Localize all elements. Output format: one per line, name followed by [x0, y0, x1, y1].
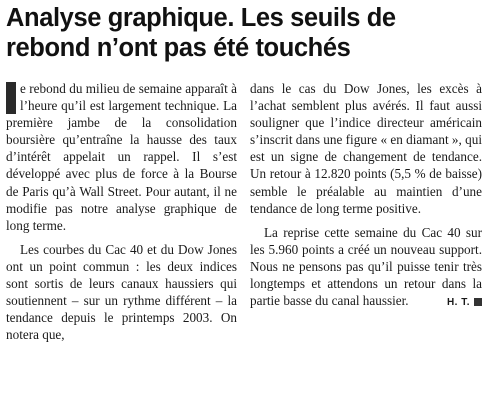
- paragraph-2-text-start: Les courbes du Cac 40 et du Dow Jones ont un point commun : les deux indices sont sortis de leurs canaux haussiers qui soutiennent – sur un rythme différent – la tendance depuis le printemps 2003. On notera que,: [6, 241, 237, 343]
- author-initials: H. T.: [446, 297, 470, 309]
- paragraph-3-text: La reprise cette semaine du Cac 40 sur les 5.960 points a créé un nouveau support. Nous ne pensons pas qu’il puisse tenir très longtemps et attendons un retour dans la partie basse du canal haussier.: [250, 224, 482, 309]
- headline-kicker: Analyse graphique.: [6, 4, 235, 32]
- headline-title: Les seuils de rebond n’ont pas été touchés: [6, 4, 396, 62]
- headline: [6, 3, 484, 63]
- article-paragraph-3: [250, 224, 482, 309]
- paragraph-1-text: e rebond du milieu de semaine apparaît à l’heure qu’il est largement technique. La première jambe de la consolidation boursière qu’entraîne la hausse des taux d’intérêt appelait un rappel. Il s’est développé avec plus de force à la Bourse de Paris qu’à Wall Street. Pour autant, il ne modifie pas notre analyse graphique de long terme.: [6, 81, 237, 233]
- dropcap: [6, 82, 16, 114]
- article-paragraph-2: [6, 241, 237, 344]
- end-mark-icon: [474, 298, 482, 306]
- article-paragraph-2-continued: [250, 80, 482, 217]
- article-column-right: [250, 80, 482, 311]
- article-column-left: [6, 80, 237, 343]
- article-paragraph-1: [6, 80, 237, 234]
- paragraph-2-text-end: dans le cas du Dow Jones, les excès à l’achat semblent plus avérés. Il faut aussi souligner que l’indice directeur américain s’inscrit dans une figure « en diamant », qui est un signe de changement de tendance. Un retour à 12.820 points (5,5 % de baisse) semble le préalable au maintien d’une tendance de long terme positive.: [250, 81, 482, 216]
- author-signature: [433, 294, 482, 311]
